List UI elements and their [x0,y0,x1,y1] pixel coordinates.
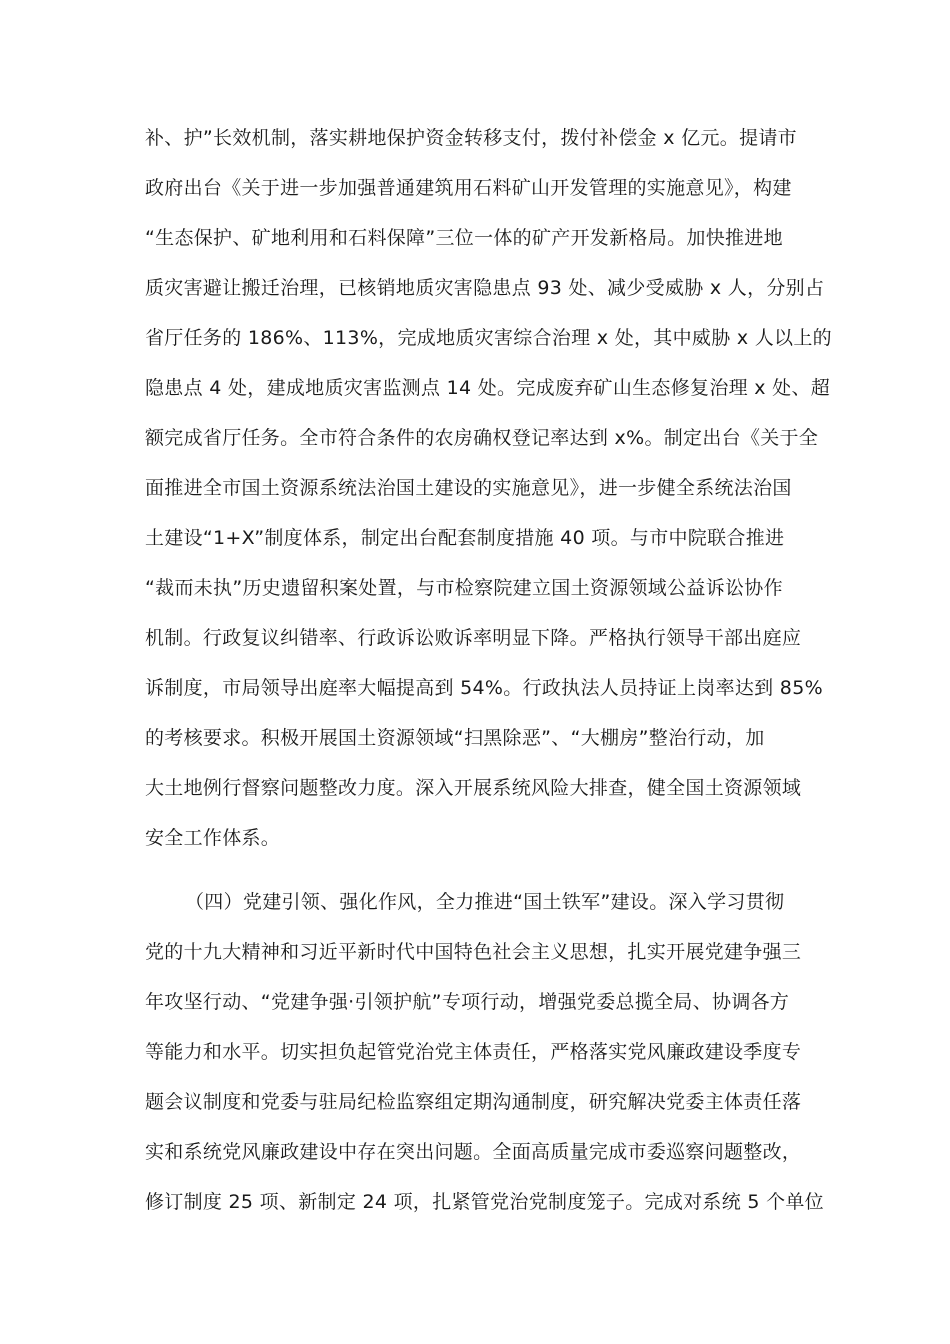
text-line: 题会议制度和党委与驻局纪检监察组定期沟通制度，研究解决党委主体责任落 [145,1091,802,1113]
text-line: 年攻坚行动、“党建争强·引领护航”专项行动，增强党委总揽全局、协调各方 [145,991,790,1013]
text-line: “裁而未执”历史遗留积案处置，与市检察院建立国土资源领域公益诉讼协作 [145,577,783,599]
text-line: 省厅任务的 186%、113%，完成地质灾害综合治理 x 处，其中威胁 x 人以上的 [145,327,832,349]
text-line: 党的十九大精神和习近平新时代中国特色社会主义思想，扎实开展党建争强三 [145,941,802,963]
text-line: 面推进全市国土资源系统法治国土建设的实施意见》，进一步健全系统法治国 [145,477,792,499]
section-heading-line: （四）党建引领、强化作风，全力推进“国土铁军”建设。深入学习贯彻 [185,891,785,913]
text-line: 补、护”长效机制，落实耕地保护资金转移支付，拨付补偿金 x 亿元。提请市 [145,127,797,149]
text-line: 等能力和水平。切实担负起管党治党主体责任，严格落实党风廉政建设季度专 [145,1041,802,1063]
text-line: 诉制度，市局领导出庭率大幅提高到 54%。行政执法人员持证上岗率达到 85% [145,677,823,699]
text-line: 政府出台《关于进一步加强普通建筑用石料矿山开发管理的实施意见》，构建 [145,177,792,199]
text-line: 质灾害避让搬迁治理，已核销地质灾害隐患点 93 处、减少受威胁 x 人，分别占 [145,277,825,299]
text-line: 的考核要求。积极开展国土资源领域“扫黑除恶”、“大棚房”整治行动，加 [145,727,765,749]
text-line: 实和系统党风廉政建设中存在突出问题。全面高质量完成市委巡察问题整改， [145,1141,802,1163]
text-line: 土建设“1+X”制度体系，制定出台配套制度措施 40 项。与市中院联合推进 [145,527,785,549]
text-line: 修订制度 25 项、新制定 24 项，扎紧管党治党制度笼子。完成对系统 5 个单位 [145,1191,824,1213]
text-line: 大土地例行督察问题整改力度。深入开展系统风险大排查，健全国土资源领域 [145,777,802,799]
text-line: 安全工作体系。 [145,827,281,849]
text-line: “生态保护、矿地利用和石料保障”三位一体的矿产开发新格局。加快推进地 [145,227,783,249]
text-line: 隐患点 4 处，建成地质灾害监测点 14 处。完成废弃矿山生态修复治理 x 处、超 [145,377,831,399]
text-line: 额完成省厅任务。全市符合条件的农房确权登记率达到 x%。制定出台《关于全 [145,427,819,449]
text-line: 机制。行政复议纠错率、行政诉讼败诉率明显下降。严格执行领导干部出庭应 [145,627,802,649]
